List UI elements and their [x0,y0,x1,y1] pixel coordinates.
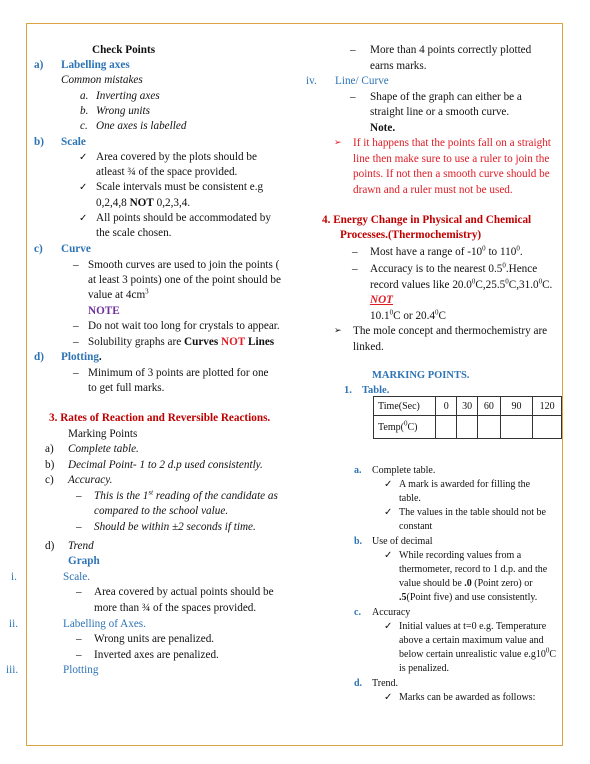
dash-bullet: – [73,336,79,348]
list-item: Decimal Point- 1 to 2 d.p used consistently. [68,459,263,471]
plot-text: More than 4 points correctly plotted [370,44,532,56]
list-marker: a. [80,90,89,102]
dash-bullet: – [73,367,79,379]
table-cell [478,416,501,439]
list-item: Trend [68,540,94,552]
table-heading: Table. [362,385,390,396]
dash-bullet: – [76,633,82,645]
dash-bullet: – [352,263,358,275]
scale-text: All points should be accommodated by [96,212,271,224]
table-cell [533,416,562,439]
list-item: Complete table. [68,443,139,455]
dash-bullet: – [350,44,356,56]
roman-marker: i. [11,571,17,583]
list-item: One axes is labelled [96,120,187,132]
curve-text: value at $4cm^3$ [88,287,149,301]
table-cell: 120 [533,397,562,416]
table-cell [500,416,532,439]
common-mistakes-label: Common mistakes [61,74,143,86]
warning-text: drawn and a ruler must not be used. [353,184,513,196]
curve-text: at least 3 points) one of the point should be [88,274,281,286]
list-marker: b. [80,105,89,117]
marking-text: Initial values at t=0 e.g. Temperature [399,621,547,632]
energy-text: record values like 20.0$^0$C,25.5$^0$C,31.0$^0$C. [370,277,553,291]
list-marker: b. [354,536,363,547]
check-icon [384,506,392,520]
check-icon [384,620,392,634]
dash-bullet: – [350,91,356,103]
table-marker: 1. [344,385,352,396]
dash-bullet: – [76,586,82,598]
plotting-heading: Plotting. [61,351,102,363]
dash-bullet: – [76,649,82,661]
list-marker: d. [354,678,363,689]
curve-text: Solubility graphs are Curves NOT Lines [88,336,275,348]
section-4-heading: 4. Energy Change in Physical and Chemical [322,214,532,226]
plotting-text: Minimum of 3 points are plotted for one [88,367,269,379]
table-cell: 60 [478,397,501,416]
curve-heading: Curve [61,243,91,255]
scale-text: Scale intervals must be consistent e.g [96,181,264,193]
marking-item: Accuracy [372,607,411,618]
warning-text: line then make sure to use a ruler to join the [353,153,550,165]
table-row [374,416,562,439]
list-marker: d) [45,540,55,552]
table-cell: Temp($^0$C) [374,416,436,439]
scale-text: 0,2,4,8 NOT 0,2,3,4. [96,197,191,209]
graph-text: more than ¾ of the spaces provided. [94,602,257,614]
dash-bullet: – [73,259,79,271]
marking-text: value should be .0 (Point zero) or [399,578,533,589]
table-cell [436,416,457,439]
a-marker: a) [34,59,44,71]
check-points-title: Check Points [92,44,156,56]
table-row [374,397,562,416]
graph-text: Area covered by actual points should be [94,586,274,598]
list-item: Wrong units [96,105,150,117]
check-icon [384,478,392,492]
marking-item: Trend. [372,678,399,689]
list-marker: a. [354,465,362,476]
arrow-bullet-icon: ➢ [334,326,342,336]
scale-heading: Scale [61,136,86,148]
marking-text: .5(Point five) and use consistently. [399,592,538,603]
table-cell: Time(Sec) [374,397,436,416]
line-curve-text: straight line or a smooth curve. [370,106,510,118]
scale-text: Area covered by the plots should be [96,151,257,163]
marking-points-label: Marking Points [68,428,138,440]
line-curve-text: Shape of the graph can either be a [370,91,522,103]
data-table [373,396,562,439]
check-icon [79,180,87,195]
curve-text: Do not wait too long for crystals to appear. [88,320,280,332]
energy-text: Accuracy is to the nearest $0.5^0.Hence$ [370,261,538,275]
energy-text: 10.1$^0$C or 20.4$^0$C [370,308,446,322]
list-marker: c. [354,607,361,618]
note-label: Note. [370,122,396,134]
table-cell: 30 [457,397,478,416]
d-marker: d) [34,351,44,363]
scale-text: atleast ¾ of the space provided. [96,166,238,178]
graph-text: Inverted axes are penalized. [94,649,219,661]
list-marker: c. [80,120,88,132]
graph-text: Wrong units are penalized. [94,633,215,645]
graph-subheading: Scale. [63,571,91,583]
marking-text: is penalized. [399,663,449,674]
marking-text: A mark is awarded for filling the [399,479,531,490]
marking-item: Complete table. [372,465,436,476]
list-marker: b) [45,459,55,471]
marking-text: below certain unrealistic value $e.g10^0C$ [399,646,557,660]
marking-text: The values in the table should not be [399,507,546,518]
curve-text: Smooth curves are used to join the points ( [88,259,280,271]
c-marker: c) [34,243,43,255]
section-4-heading: Processes.(Thermochemistry) [340,229,482,241]
mole-text: linked. [353,341,384,353]
check-icon [384,549,392,563]
accuracy-text: compared to the school value. [94,505,229,517]
graph-subheading: Plotting [63,664,99,676]
roman-marker: iii. [6,664,19,676]
dash-bullet: – [73,320,79,332]
plotting-text: to get full marks. [88,382,165,394]
marking-item: Use of decimal [372,536,433,547]
table-cell: 90 [500,397,532,416]
dash-bullet: – [352,246,358,258]
accuracy-text: This is the 1st reading of the candidate as [94,488,278,502]
labelling-axes-heading: Labelling axes [61,59,130,71]
arrow-bullet-icon: ➢ [334,138,342,148]
marking-text: table. [399,493,421,504]
marking-text: thermometer, record to 1 d.p. and the [399,564,548,575]
energy-text: Most have a range of $-10^0$ to $110^0$. [370,244,523,258]
marking-text: constant [399,521,433,532]
marking-text: Marks can be awarded as follows: [399,692,536,703]
list-item: Accuracy. [68,474,113,486]
check-icon [384,691,392,705]
graph-subheading: Labelling of Axes. [63,618,146,630]
marking-text: above a certain maximum value and [399,635,544,646]
check-icon [79,211,87,226]
b-marker: b) [34,136,44,148]
roman-marker: iv. [306,75,317,87]
note-label: NOTE [88,305,120,317]
plot-text: earns marks. [370,60,427,72]
list-marker: c) [45,474,54,486]
dash-bullet: – [76,521,82,533]
marking-points-heading: MARKING POINTS. [372,370,470,381]
check-icon [79,150,87,165]
not-label: NOT [370,294,393,306]
warning-text: If it happens that the points fall on a straight [353,137,551,149]
table-cell: 0 [436,397,457,416]
scale-text: the scale chosen. [96,227,172,239]
warning-text: points. If not then a smooth curve should be [353,168,550,180]
dash-bullet: – [76,490,82,502]
mole-text: The mole concept and thermochemistry are [353,325,548,337]
roman-marker: ii. [9,618,19,630]
table-cell [457,416,478,439]
graph-heading: Graph [68,555,100,567]
accuracy-text: Should be within ±2 seconds if time. [94,521,256,533]
list-item: Inverting axes [96,90,160,102]
line-curve-heading: Line/ Curve [335,75,389,87]
section-3-heading: 3. Rates of Reaction and Reversible Reactions. [49,412,271,424]
marking-text: While recording values from a [399,550,522,561]
list-marker: a) [45,443,54,455]
